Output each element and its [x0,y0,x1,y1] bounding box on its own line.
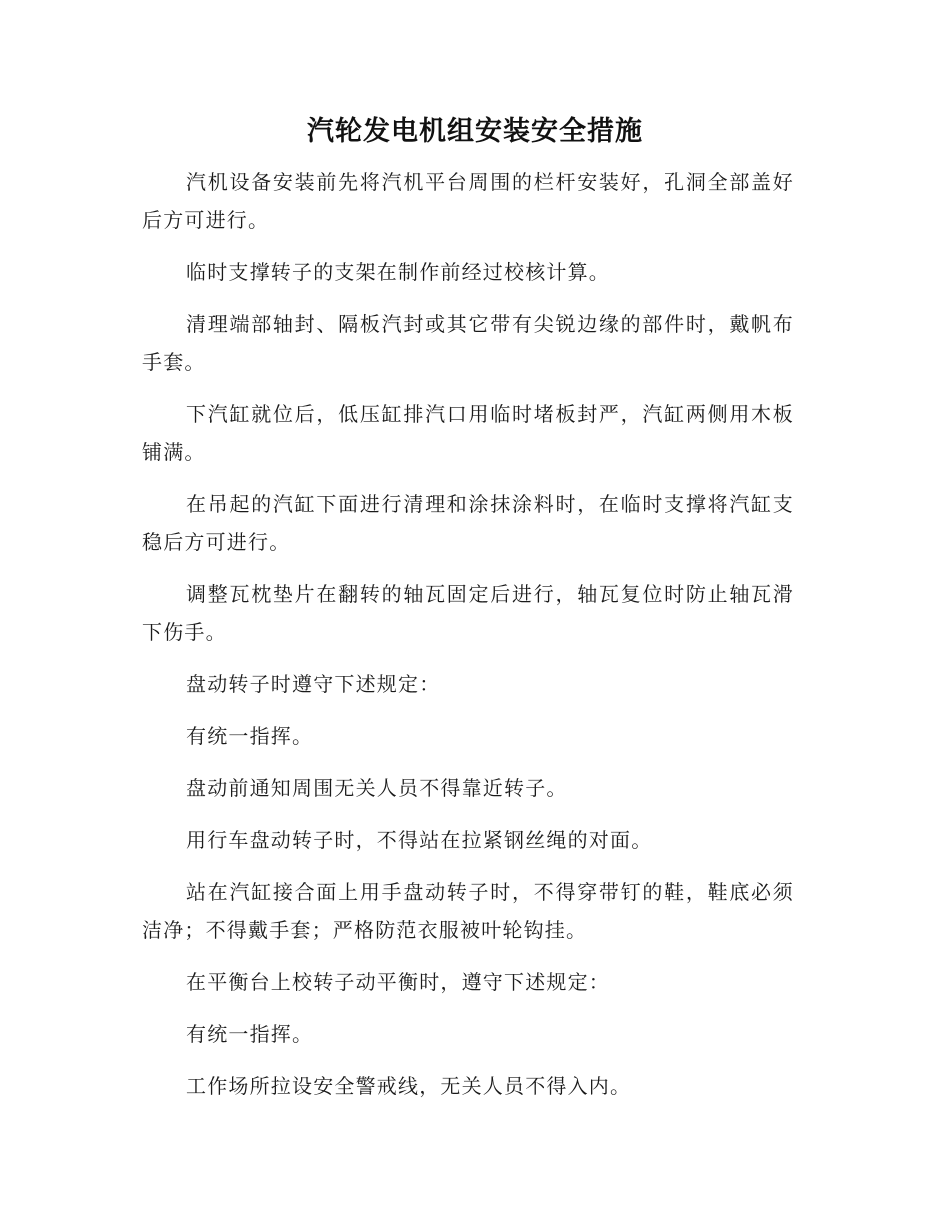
paragraph: 用行车盘动转子时，不得站在拉紧钢丝绳的对面。 [186,828,653,852]
paragraph: 在平衡台上校转子动平衡时，遵守下述规定： [186,970,610,994]
paragraph: 下汽缸就位后，低压缸排汽口用临时堵板封严，汽缸两侧用木板铺满。 [142,402,794,464]
paragraph: 临时支撑转子的支架在制作前经过校核计算。 [186,260,610,284]
paragraph: 盘动前通知周围无关人员不得靠近转子。 [186,776,568,800]
document-title: 汽轮发电机组安装安全措施 [307,116,643,147]
paragraph: 在吊起的汽缸下面进行清理和涂抹涂料时，在临时支撑将汽缸支稳后方可进行。 [142,492,794,554]
paragraph: 站在汽缸接合面上用手盘动转子时，不得穿带钉的鞋，鞋底必须洁净；不得戴手套；严格防范衣服被叶轮钩挂。 [142,880,794,942]
paragraph: 汽机设备安装前先将汽机平台周围的栏杆安装好，孔洞全部盖好后方可进行。 [142,170,794,232]
document-body [142,163,794,1119]
paragraph: 有统一指挥。 [186,1022,314,1046]
paragraph: 调整瓦枕垫片在翻转的轴瓦固定后进行，轴瓦复位时防止轴瓦滑下伤手。 [142,582,794,644]
paragraph: 工作场所拉设安全警戒线，无关人员不得入内。 [186,1074,632,1098]
paragraph: 盘动转子时遵守下述规定： [186,672,441,696]
paragraph: 清理端部轴封、隔板汽封或其它带有尖锐边缘的部件时，戴帆布手套。 [142,312,794,374]
paragraph: 有统一指挥。 [186,724,314,748]
